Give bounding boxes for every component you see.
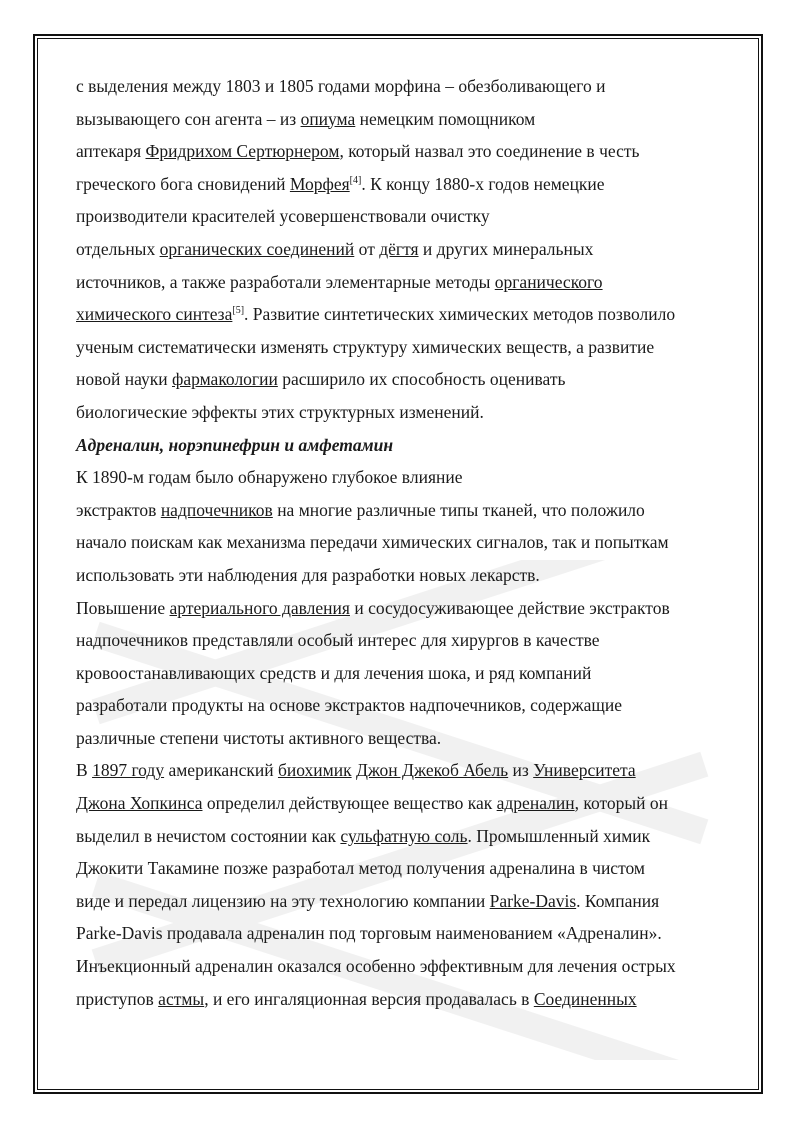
text-run: Адреналин, норэпинефрин и амфетамин bbox=[76, 434, 394, 455]
text-run: Джокити Такамине позже разработал метод получения адреналина в чистом bbox=[76, 858, 645, 879]
text-run: отдельных bbox=[76, 238, 160, 259]
text-line bbox=[76, 983, 728, 1016]
wiki-link[interactable]: Джон Джекоб Абель bbox=[355, 760, 509, 781]
wiki-link[interactable]: Соединенных bbox=[533, 988, 637, 1009]
text-line bbox=[76, 233, 728, 266]
text-run: на многие различные типы тканей, что положило bbox=[272, 499, 645, 520]
text-run: Повышение bbox=[76, 597, 170, 618]
text-line bbox=[76, 200, 728, 233]
wiki-link[interactable]: органического bbox=[494, 271, 603, 292]
text-line bbox=[76, 494, 728, 527]
wiki-link[interactable]: биохимик bbox=[277, 760, 352, 781]
text-line bbox=[76, 624, 728, 657]
document-body bbox=[76, 70, 728, 1015]
text-run: и других минеральных bbox=[418, 238, 594, 259]
text-line bbox=[76, 559, 728, 592]
text-line bbox=[76, 592, 728, 625]
wiki-link[interactable]: 1897 году bbox=[92, 760, 165, 781]
text-run: надпочечников представляли особый интерес для хирургов в качестве bbox=[76, 630, 600, 651]
text-line bbox=[76, 787, 728, 820]
wiki-link[interactable]: дёгтя bbox=[379, 238, 419, 259]
text-run: Parke-Davis продавала адреналин под торговым наименованием «Адреналин». bbox=[76, 923, 662, 944]
text-line bbox=[76, 917, 728, 950]
text-run: виде и передал лицензию на эту технологию компании bbox=[76, 890, 490, 911]
wiki-link[interactable]: Джона Хопкинса bbox=[76, 793, 203, 814]
text-run: вызывающего сон агента – из bbox=[76, 108, 301, 129]
text-run: биологические эффекты этих структурных изменений. bbox=[76, 401, 484, 422]
text-run: определил действующее вещество как bbox=[202, 793, 497, 814]
wiki-link[interactable]: адреналин bbox=[496, 793, 575, 814]
text-run: . Развитие синтетических химических методов позволило bbox=[244, 304, 676, 325]
wiki-link[interactable]: органических соединений bbox=[159, 238, 355, 259]
text-run: расширило их способность оценивать bbox=[277, 369, 566, 390]
wiki-link[interactable]: опиума bbox=[300, 108, 356, 129]
text-run: . Компания bbox=[576, 890, 660, 911]
text-line bbox=[76, 820, 728, 853]
text-line bbox=[76, 461, 728, 494]
text-line bbox=[76, 657, 728, 690]
text-run: источников, а также разработали элементарные методы bbox=[76, 271, 495, 292]
text-run: , который назвал это соединение в честь bbox=[339, 141, 640, 162]
text-line bbox=[76, 266, 728, 299]
text-line bbox=[76, 526, 728, 559]
text-line bbox=[76, 70, 728, 103]
text-run: с выделения между 1803 и 1805 годами морфина – обезболивающего и bbox=[76, 76, 606, 96]
text-run: , который он bbox=[574, 793, 669, 814]
text-line bbox=[76, 754, 728, 787]
text-run: В bbox=[76, 760, 93, 781]
text-line bbox=[76, 885, 728, 918]
text-run: кровоостанавливающих средств и для лечения шока, и ряд компаний bbox=[76, 662, 592, 683]
text-run: различные степени чистоты активного вещества. bbox=[76, 727, 442, 748]
wiki-link[interactable]: Parke-Davis bbox=[489, 890, 577, 911]
text-run: К 1890-м годам было обнаружено глубокое влияние bbox=[76, 467, 463, 488]
section-heading bbox=[76, 429, 728, 462]
text-run: аптекаря bbox=[76, 141, 146, 162]
wiki-link[interactable]: фармакологии bbox=[172, 369, 278, 390]
wiki-link[interactable]: Университета bbox=[533, 760, 636, 781]
text-line bbox=[76, 950, 728, 983]
text-run: . Промышленный химик bbox=[467, 825, 651, 846]
text-line bbox=[76, 103, 728, 136]
text-run: использовать эти наблюдения для разработки новых лекарств. bbox=[76, 564, 540, 585]
wiki-link[interactable]: надпочечников bbox=[160, 499, 273, 520]
wiki-link[interactable]: астмы bbox=[158, 988, 205, 1009]
text-line bbox=[76, 363, 728, 396]
wiki-link[interactable]: Фридрихом Сертюрнером bbox=[145, 141, 340, 162]
wiki-link[interactable]: сульфатную соль bbox=[340, 825, 468, 846]
text-line bbox=[76, 396, 728, 429]
text-line bbox=[76, 689, 728, 722]
wiki-link[interactable]: химического синтеза bbox=[76, 304, 233, 325]
text-run: и сосудосуживающее действие экстрактов bbox=[349, 597, 670, 618]
text-run: экстрактов bbox=[76, 499, 161, 520]
wiki-link[interactable]: Морфея bbox=[289, 173, 350, 194]
text-run: . К концу 1880-х годов немецкие bbox=[361, 173, 605, 194]
text-run: немецким помощником bbox=[355, 108, 536, 129]
text-line bbox=[76, 852, 728, 885]
footnote-ref: [4] bbox=[349, 174, 362, 186]
text-line bbox=[76, 135, 728, 168]
text-run: новой науки bbox=[76, 369, 172, 390]
text-run: от bbox=[354, 238, 380, 259]
text-run: Инъекционный адреналин оказался особенно эффективным для лечения острых bbox=[76, 956, 676, 977]
text-line bbox=[76, 331, 728, 364]
text-line bbox=[76, 722, 728, 755]
text-run: ученым систематически изменять структуру химических веществ, а развитие bbox=[76, 336, 655, 357]
footnote-ref: [5] bbox=[232, 305, 245, 317]
text-run: начало поискам как механизма передачи химических сигналов, так и попыткам bbox=[76, 532, 669, 553]
text-run: выделил в нечистом состоянии как bbox=[76, 825, 341, 846]
text-run: производители красителей усовершенствовали очистку bbox=[76, 206, 490, 227]
text-run: американский bbox=[164, 760, 278, 781]
text-line bbox=[76, 168, 728, 201]
text-run: разработали продукты на основе экстрактов надпочечников, содержащие bbox=[76, 695, 623, 716]
text-line bbox=[76, 298, 728, 331]
text-run: из bbox=[508, 760, 534, 781]
text-run: греческого бога сновидений bbox=[76, 173, 290, 194]
wiki-link[interactable]: артериального давления bbox=[169, 597, 350, 618]
text-run: приступов bbox=[76, 988, 159, 1009]
text-run: , и его ингаляционная версия продавалась в bbox=[204, 988, 534, 1009]
